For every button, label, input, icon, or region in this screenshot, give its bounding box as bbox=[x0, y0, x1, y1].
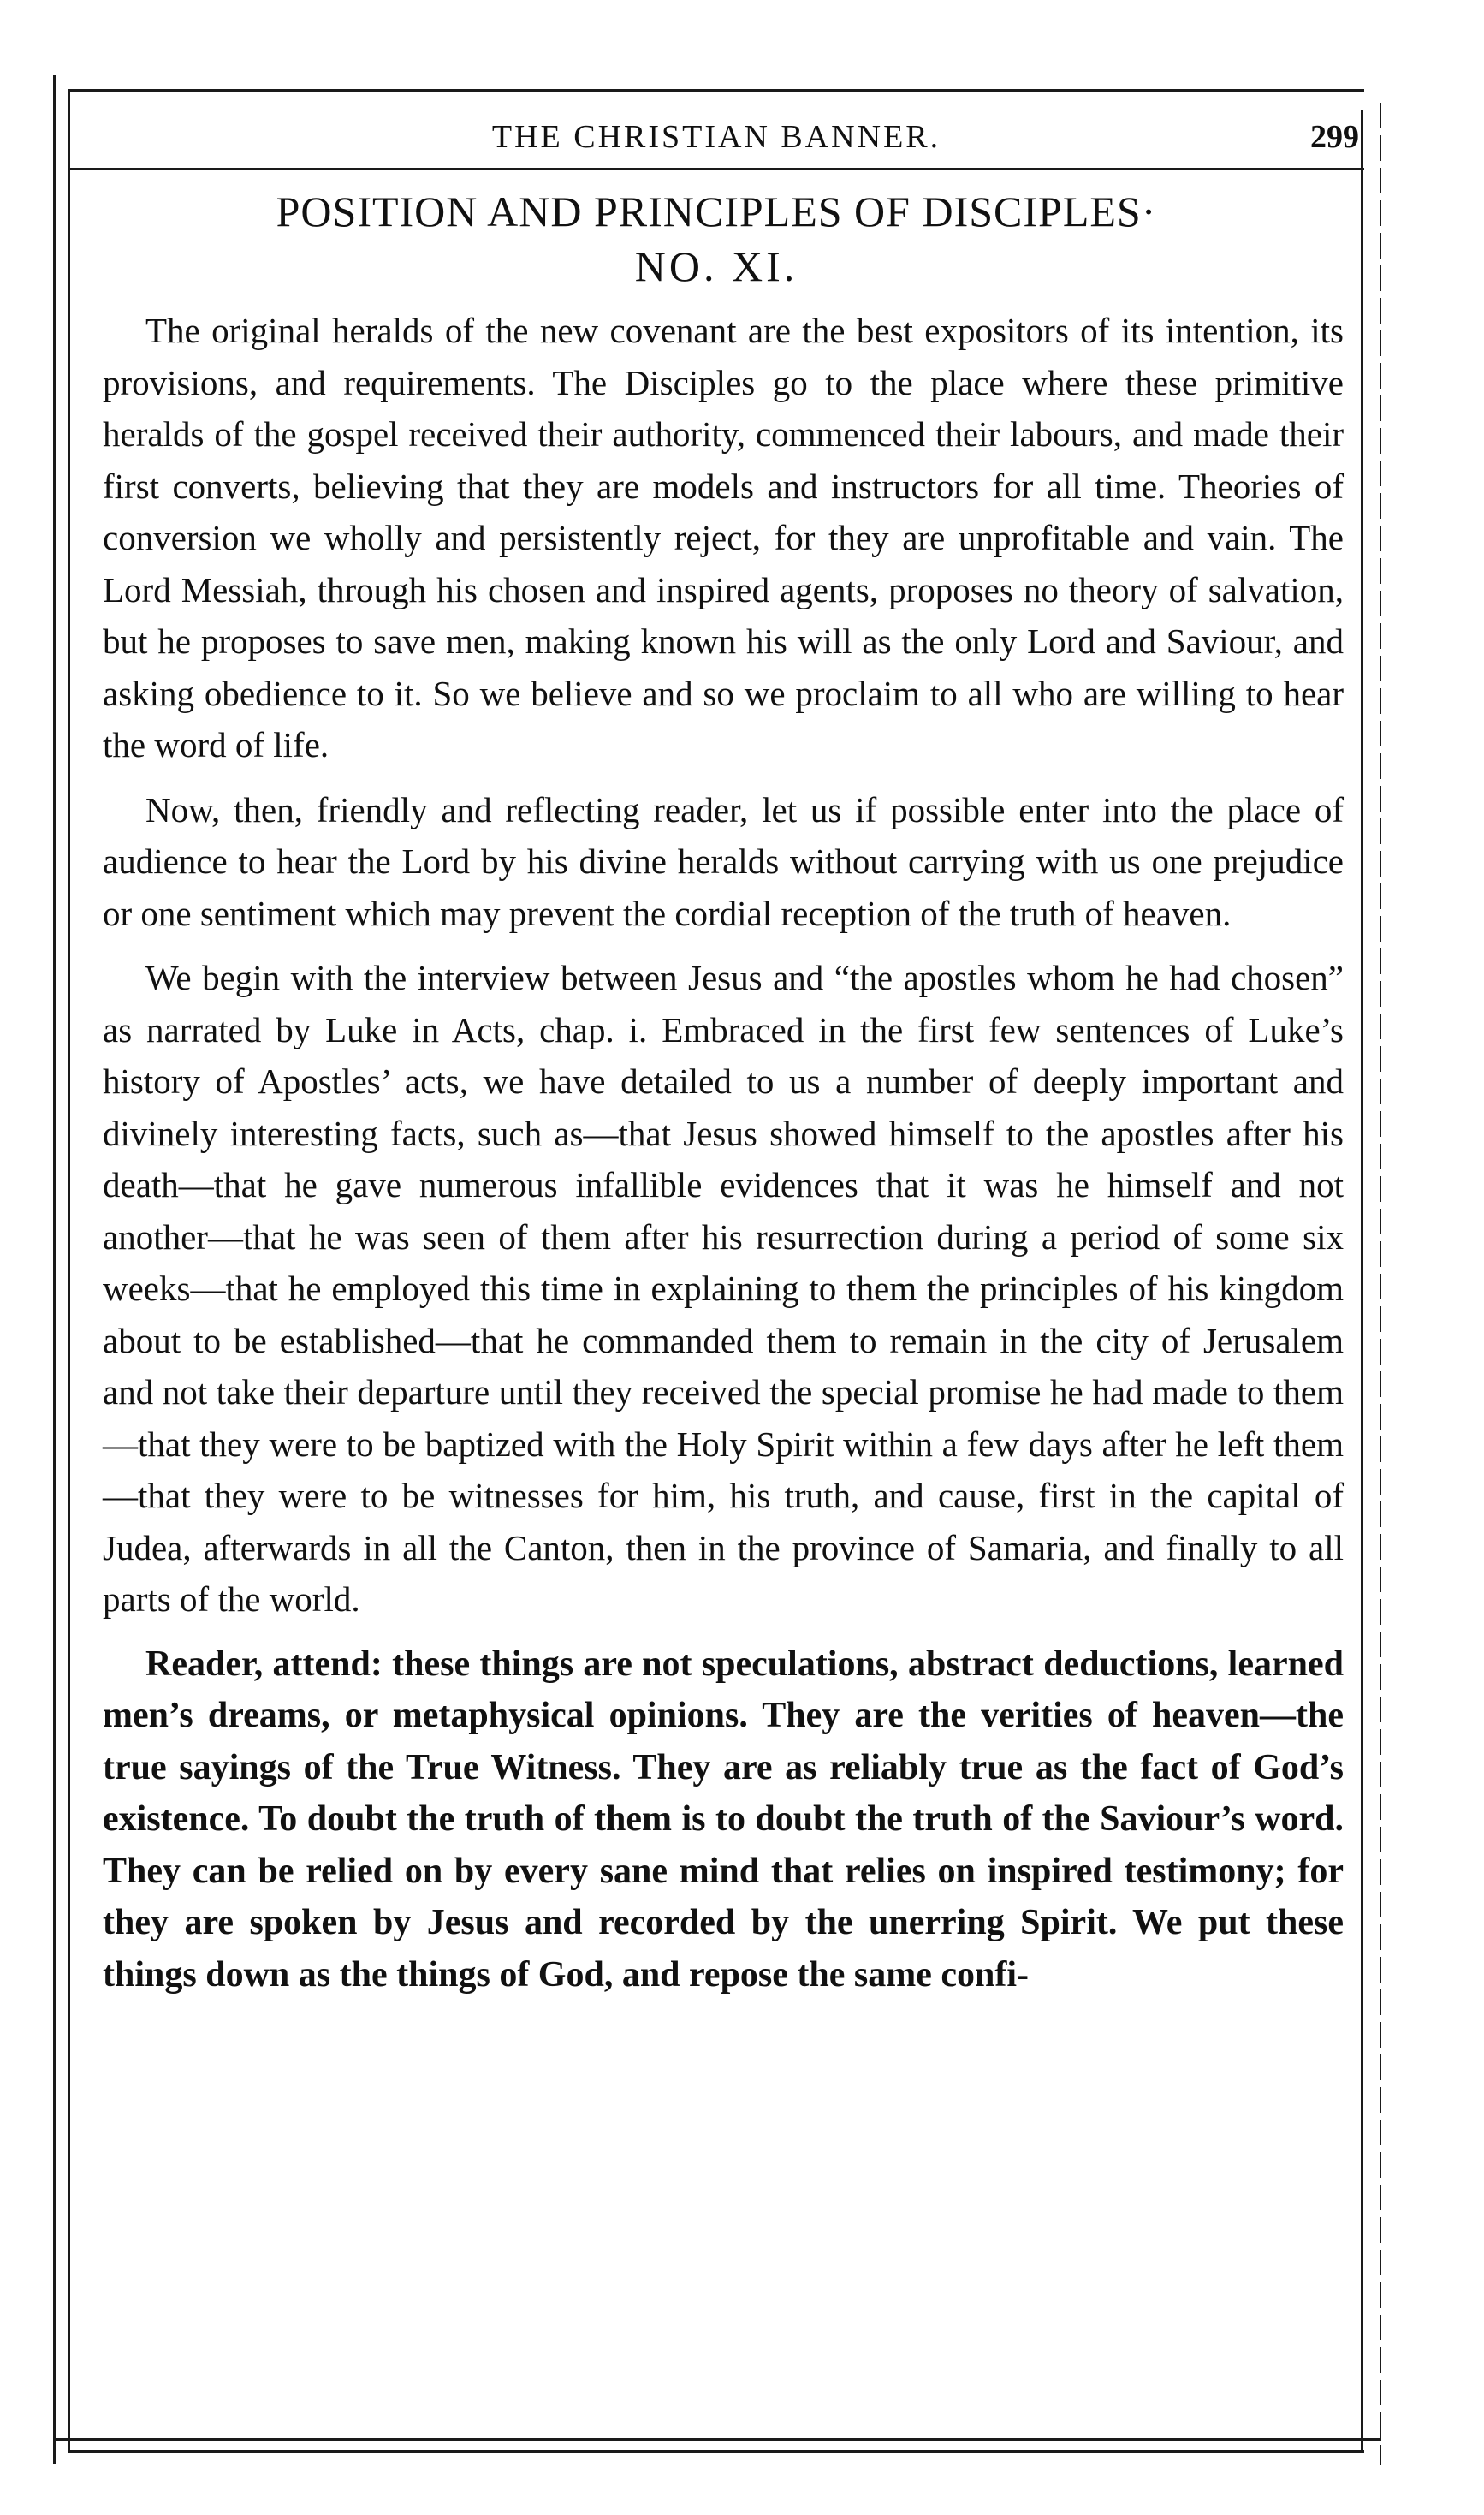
article-number: NO. XI. bbox=[634, 242, 798, 290]
running-head bbox=[68, 118, 1364, 161]
right-inner-border bbox=[1361, 110, 1363, 2452]
left-inner-border bbox=[68, 89, 70, 2452]
top-border bbox=[68, 89, 1364, 92]
journal-title: THE CHRISTIAN BANNER. bbox=[491, 119, 941, 155]
bottom-border-outer bbox=[53, 2438, 1381, 2441]
article-body bbox=[103, 305, 1344, 2013]
left-outer-border bbox=[53, 75, 56, 2464]
page-number: 299 bbox=[1310, 119, 1359, 155]
bottom-border-inner bbox=[68, 2450, 1364, 2453]
article-title: POSITION AND PRINCIPLES OF DISCIPLES· bbox=[276, 187, 1157, 235]
paragraph: The original heralds of the new covenant are the best expositors of its intention, its provisions, and requirements. The Disciples go to the place where these primitive heralds of the gospel received their authority, commenced their labours, and made their first converts, believing that they are models and instructors for all time. Theories of conversion we wholly and persistently reject, for they are unprofitable and vain. The Lord Messiah, through his chosen and inspired agents, proposes no theory of salvation, but he proposes to save men, making known his will as the only Lord and Saviour, and asking obedience to it. So we believe and so we proclaim to all who are willing to hear the word of life. bbox=[103, 311, 1344, 764]
paragraph: Reader, attend: these things are not speculations, abstract deductions, learned men’s dreams, or metaphysical opinions. They are the verities of heaven—the true sayings of the True Witness. They are as reliably true as the fact of God’s existence. To doubt the truth of them is to doubt the truth of the Saviour’s word. They can be relied on by every sane mind that relies on inspired testimony; for they are spoken by Jesus and recorded by the unerring Spirit. We put these things down as the things of God, and repose the same confi- bbox=[103, 1644, 1344, 1995]
right-outer-border bbox=[1380, 103, 1381, 2465]
paragraph: We begin with the interview between Jesus and “the apostles whom he had chosen” as narrated by Luke in Acts, chap. i. Embraced in the first few sentences of Luke’s history of Apostles’ acts, we have detailed to us a number of deeply important and divinely interesting facts, such as—that Jesus showed himself to the apostles after his death—that he gave numerous infallible evidences that it was he himself and not another—that he was seen of them after his resurrection during a period of some six weeks—that he employed this time in explaining to them the principles of his kingdom about to be established—that he commanded them to remain in the city of Jerusalem and not take their departure until they received the special promise he had made to them—that they were to be baptized with the Holy Spirit within a few days after he left them—that they were to be witnesses for him, his truth, and cause, first in the capital of Judea, afterwards in all the Canton, then in the province of Samaria, and finally to all parts of the world. bbox=[103, 958, 1344, 1619]
header-rule bbox=[68, 168, 1364, 170]
paragraph: Now, then, friendly and reflecting reader, let us if possible enter into the place of audience to hear the Lord by his divine heralds without carrying with us one prejudice or one sentiment which may prevent the cordial reception of the truth of heaven. bbox=[103, 789, 1344, 933]
